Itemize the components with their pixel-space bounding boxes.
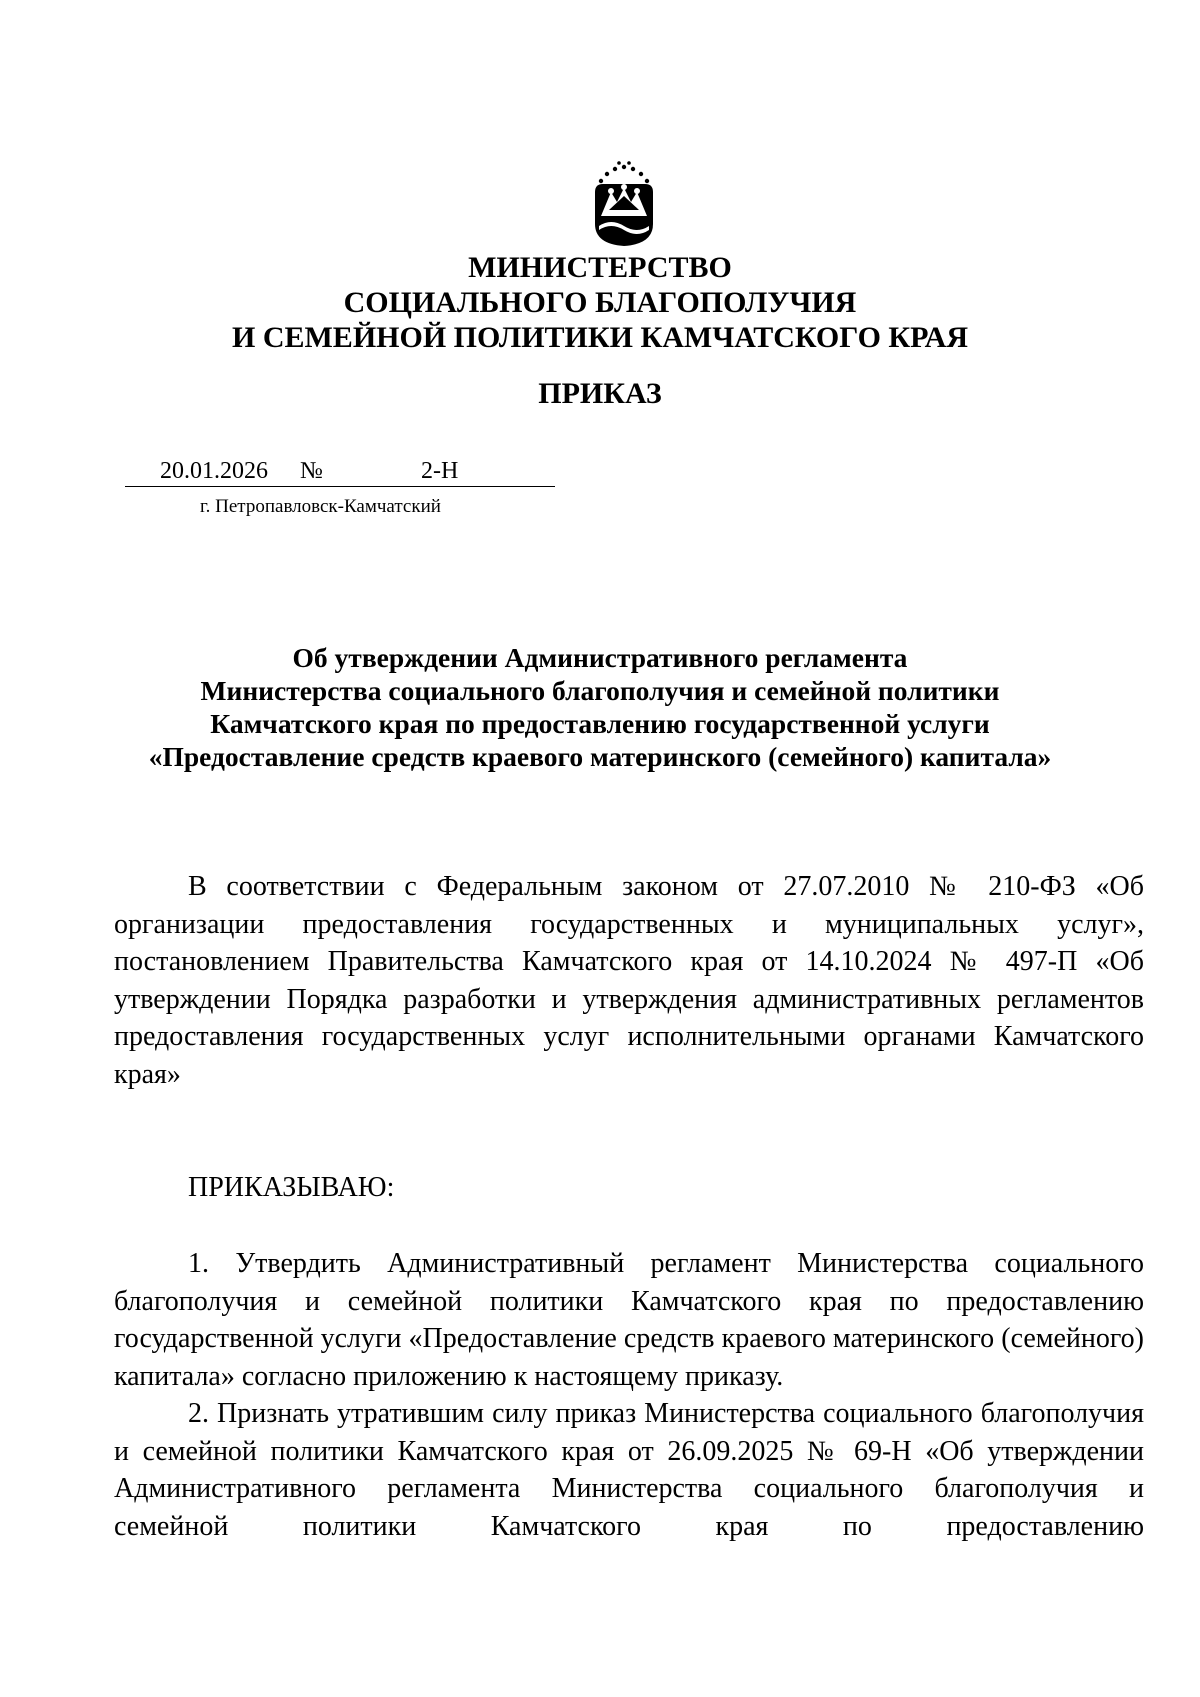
order-item-1-text: 1. Утвердить Административный регламент Министерства социального благополучия и семейной политики Камчатского края по предоставлению государственной услуги «Предоставление средств краевого материнского (семейного) капитала» согласно приложению к настоящему приказу. xyxy=(114,1248,1144,1392)
order-number: 2-Н xyxy=(421,458,459,484)
preamble-paragraph xyxy=(114,868,1144,1093)
order-word: ПРИКАЗЫВАЮ: xyxy=(188,1172,395,1203)
ministry-name-line-1: МИНИСТЕРСТВО xyxy=(468,251,732,284)
order-item-2-text: 2. Признать утратившим силу приказ Министерства социального благополучия и семейной политики Камчатского края от 26.09.2025 № 69-Н «Об утверждении Административного регламента Министерства социального благополучия и семейной политики Камчатского края по предоставлению xyxy=(114,1398,1144,1542)
title-line-3: Камчатского края по предоставлению государственной услуги xyxy=(210,708,990,739)
document-title xyxy=(0,641,1200,773)
ministry-name xyxy=(0,250,1200,355)
title-line-4: «Предоставление средств краевого материнского (семейного) капитала» xyxy=(148,741,1052,772)
order-date-number-row xyxy=(125,456,555,487)
number-sign: № xyxy=(300,458,323,484)
issue-city: г. Петропавловск-Камчатский xyxy=(200,496,441,517)
kamchatka-coat-of-arms-icon xyxy=(589,158,659,248)
ministry-name-line-3: И СЕМЕЙНОЙ ПОЛИТИКИ КАМЧАТСКОГО КРАЯ xyxy=(231,321,968,354)
order-item-2 xyxy=(114,1395,1144,1545)
document-type: ПРИКАЗ xyxy=(538,377,662,410)
title-line-2: Министерства социального благополучия и семейной политики xyxy=(200,675,1000,706)
title-line-1: Об утверждении Административного регламента xyxy=(292,642,908,673)
order-date: 20.01.2026 xyxy=(160,458,268,484)
preamble-text: В соответствии с Федеральным законом от 27.07.2010 № 210-ФЗ «Об организации предоставления государственных и муниципальных услуг», постановлением Правительства Камчатского края от 14.10.2024 № 497-П «Об утверждении Порядка разработки и утверждения административных регламентов предоставления государственных услуг исполнительными органами Камчатского края» xyxy=(114,871,1144,1090)
order-item-1 xyxy=(114,1245,1144,1395)
ministry-name-line-2: СОЦИАЛЬНОГО БЛАГОПОЛУЧИЯ xyxy=(343,286,857,319)
